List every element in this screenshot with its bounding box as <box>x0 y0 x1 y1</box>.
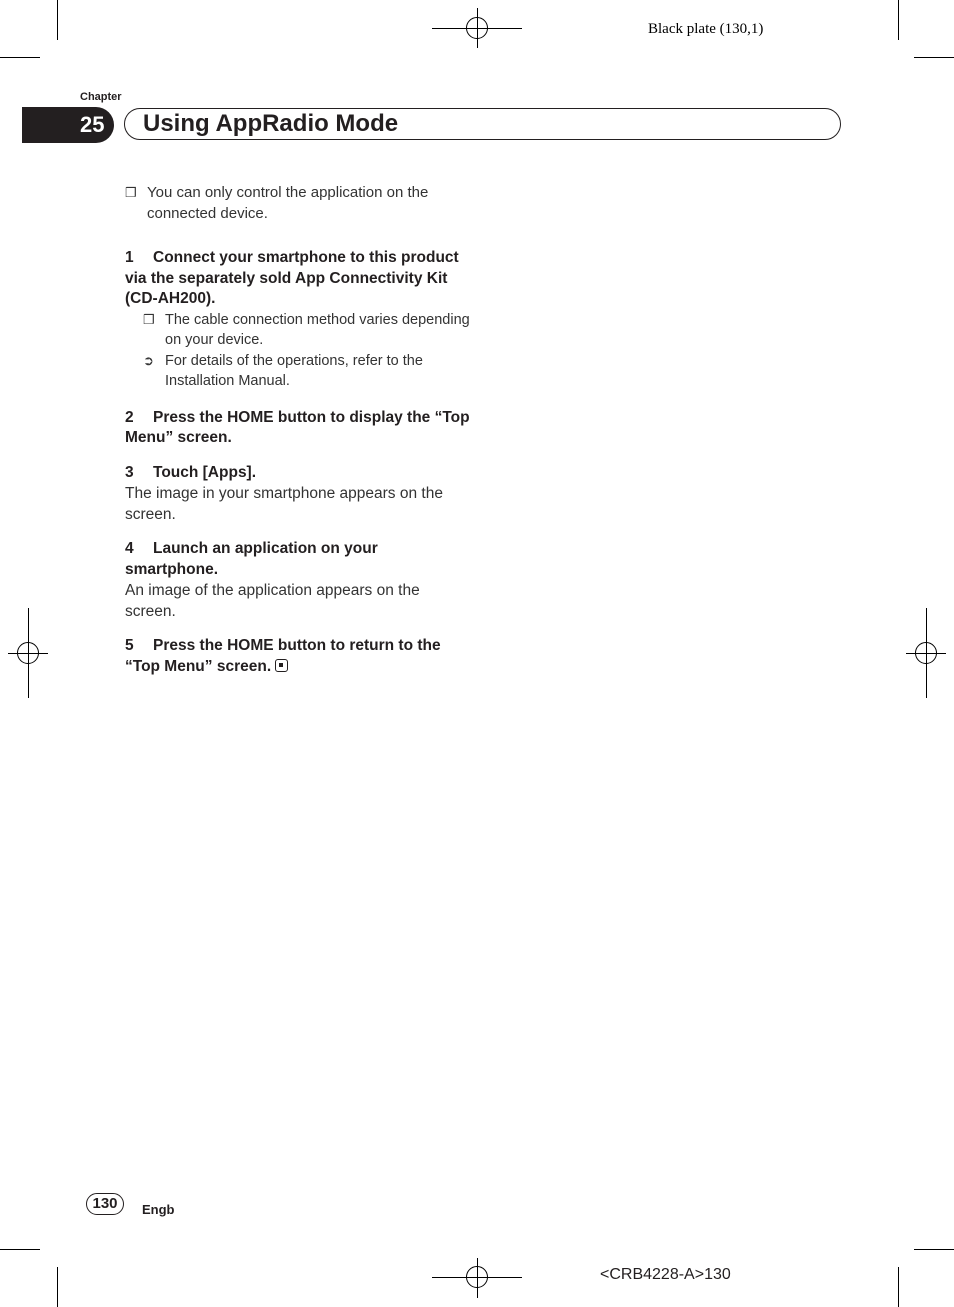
chapter-number-badge: 25 <box>22 107 114 143</box>
page-title: Using AppRadio Mode <box>143 110 399 137</box>
page-number: 130 <box>86 1193 124 1215</box>
step-1-reference <box>125 351 470 392</box>
step-number: 2 <box>125 408 134 426</box>
chapter-label: Chapter <box>80 91 122 103</box>
step-text: Connect your smartphone to this product via the separately sold App Connectivity Kit (CD-AH200). <box>125 249 459 307</box>
step-number: 4 <box>125 540 134 557</box>
step-2 <box>125 408 470 449</box>
step-4-body: An image of the application appears on the screen. <box>125 582 420 620</box>
note-top <box>125 183 470 224</box>
step-text: Press the HOME button to display the “Top Menu” screen. <box>125 408 470 446</box>
step-number: 3 <box>125 463 134 481</box>
language-code: Engb <box>142 1202 175 1217</box>
step-text: Touch [Apps]. <box>153 463 257 481</box>
step-1 <box>125 248 470 310</box>
document-code: <CRB4228-A>130 <box>600 1266 731 1283</box>
end-of-section-icon <box>275 659 288 672</box>
checkbox-note-icon: ❒ <box>143 311 155 327</box>
step-3 <box>125 463 470 484</box>
arrow-reference-icon: ➲ <box>143 352 154 368</box>
step-number: 5 <box>125 637 134 654</box>
step-number: 1 <box>125 249 134 266</box>
step-3-body: The image in your smartphone appears on the screen. <box>125 485 443 523</box>
plate-label: Black plate (130,1) <box>648 21 764 37</box>
step-5 <box>125 636 470 677</box>
checkbox-note-icon: ❒ <box>125 185 137 200</box>
sub-note-text: The cable connection method varies depending on your device. <box>165 311 470 348</box>
note-text: You can only control the application on the connected device. <box>147 184 429 222</box>
step-4 <box>125 539 470 580</box>
step-text: Launch an application on your smartphone. <box>125 540 378 578</box>
step-1-note <box>125 310 470 351</box>
step-text: Press the HOME button to return to the “Top Menu” screen. <box>125 637 441 675</box>
sub-reference-text: For details of the operations, refer to the Installation Manual. <box>165 352 423 389</box>
main-column <box>125 183 470 677</box>
